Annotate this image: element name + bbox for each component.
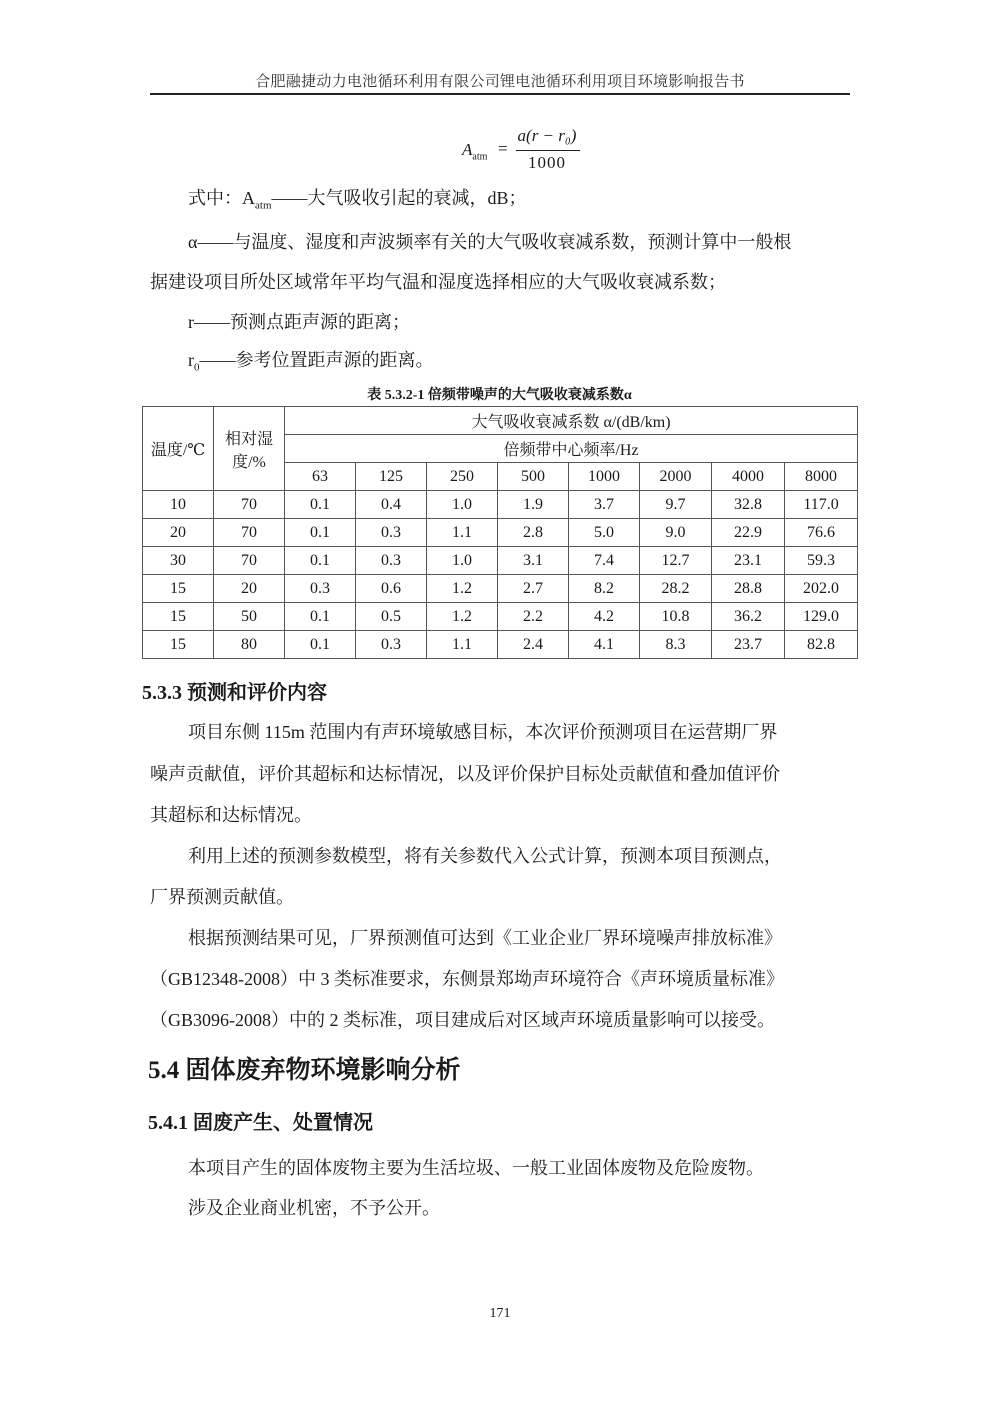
- cell-coefficient: 0.5: [356, 603, 427, 631]
- table-row: [143, 631, 858, 659]
- cell-coefficient: 1.0: [427, 547, 498, 575]
- cell-coefficient: 0.3: [285, 575, 356, 603]
- frequency-header: 63: [285, 463, 356, 491]
- cell-coefficient: 3.1: [498, 547, 569, 575]
- cell-coefficient: 9.0: [640, 519, 712, 547]
- cell-coefficient: 1.2: [427, 603, 498, 631]
- cell-coefficient: 0.1: [285, 519, 356, 547]
- cell-coefficient: 0.1: [285, 491, 356, 519]
- cell-coefficient: 1.1: [427, 519, 498, 547]
- table-row: [143, 603, 858, 631]
- cell-coefficient: 23.1: [712, 547, 785, 575]
- cell-temperature: 15: [143, 575, 214, 603]
- cell-temperature: 20: [143, 519, 214, 547]
- paragraph-line: 其超标和达标情况。: [150, 805, 312, 825]
- fraction-bar: [516, 150, 580, 151]
- definition-alpha-cont: 据建设项目所处区域常年平均气温和湿度选择相应的大气吸收衰减系数；: [150, 272, 726, 292]
- cell-coefficient: 4.1: [569, 631, 640, 659]
- cell-humidity: 70: [214, 491, 285, 519]
- cell-coefficient: 0.1: [285, 547, 356, 575]
- cell-coefficient: 36.2: [712, 603, 785, 631]
- frequency-header: 500: [498, 463, 569, 491]
- frequency-header: 8000: [785, 463, 858, 491]
- formula-numerator: a(r − r₀): [517, 126, 577, 145]
- cell-coefficient: 2.2: [498, 603, 569, 631]
- section-heading-5-3-3: 5.3.3 预测和评价内容: [142, 682, 327, 704]
- cell-coefficient: 5.0: [569, 519, 640, 547]
- frequency-header: 4000: [712, 463, 785, 491]
- formula-equals: =: [498, 139, 508, 158]
- cell-coefficient: 76.6: [785, 519, 858, 547]
- page-number: 171: [489, 1306, 511, 1321]
- cell-temperature: 15: [143, 603, 214, 631]
- cell-coefficient: 2.4: [498, 631, 569, 659]
- header-humidity: 相对湿 度/%: [214, 407, 285, 491]
- definition-alpha: α——与温度、湿度和声波频率有关的大气吸收衰减系数，预测计算中一般根: [188, 232, 792, 252]
- cell-coefficient: 23.7: [712, 631, 785, 659]
- paragraph-line: 根据预测结果可见，厂界预测值可达到《工业企业厂界环境噪声排放标准》: [188, 928, 782, 948]
- paragraph-line: 噪声贡献值，评价其超标和达标情况，以及评价保护目标处贡献值和叠加值评价: [150, 764, 780, 784]
- cell-coefficient: 1.0: [427, 491, 498, 519]
- running-header: 合肥融捷动力电池循环利用有限公司锂电池循环利用项目环境影响报告书: [255, 74, 745, 90]
- definition-r: r——预测点距声源的距离；: [188, 312, 410, 332]
- paragraph-line: 涉及企业商业机密，不予公开。: [188, 1198, 440, 1218]
- cell-coefficient: 22.9: [712, 519, 785, 547]
- section-heading-5-4-1: 5.4.1 固废产生、处置情况: [148, 1112, 373, 1134]
- cell-coefficient: 32.8: [712, 491, 785, 519]
- cell-coefficient: 3.7: [569, 491, 640, 519]
- frequency-header: 125: [356, 463, 427, 491]
- cell-temperature: 10: [143, 491, 214, 519]
- cell-coefficient: 28.8: [712, 575, 785, 603]
- cell-humidity: 70: [214, 547, 285, 575]
- table-row: [143, 575, 858, 603]
- definition-aatm: 式中：$A_{atm}——$大气吸收引起的衰减，dB；: [188, 188, 527, 212]
- cell-coefficient: 12.7: [640, 547, 712, 575]
- cell-coefficient: 28.2: [640, 575, 712, 603]
- cell-coefficient: 0.3: [356, 631, 427, 659]
- paragraph-line: 利用上述的预测参数模型，将有关参数代入公式计算，预测本项目预测点，: [188, 846, 782, 866]
- header-temperature: 温度/℃: [143, 407, 214, 491]
- formula-lhs: $A_{atm}$: [462, 140, 488, 163]
- header-group: 大气吸收衰减系数 α/(dB/km): [285, 407, 858, 435]
- cell-coefficient: 2.8: [498, 519, 569, 547]
- table-row: [143, 519, 858, 547]
- cell-coefficient: 8.3: [640, 631, 712, 659]
- cell-coefficient: 82.8: [785, 631, 858, 659]
- cell-humidity: 70: [214, 519, 285, 547]
- cell-coefficient: 1.2: [427, 575, 498, 603]
- cell-coefficient: 129.0: [785, 603, 858, 631]
- cell-temperature: 30: [143, 547, 214, 575]
- table-row: [143, 491, 858, 519]
- header-rule: [150, 93, 850, 95]
- cell-coefficient: 0.3: [356, 547, 427, 575]
- attenuation-table: [142, 406, 858, 659]
- paragraph-line: 项目东侧 115m 范围内有声环境敏感目标，本次评价预测项目在运营期厂界: [188, 722, 778, 742]
- cell-humidity: 80: [214, 631, 285, 659]
- attenuation-formula: [440, 126, 600, 176]
- table-row: [143, 547, 858, 575]
- section-heading-5-4: 5.4 固体废弃物环境影响分析: [148, 1057, 461, 1084]
- frequency-header: 1000: [569, 463, 640, 491]
- cell-coefficient: 0.1: [285, 631, 356, 659]
- header-subgroup: 倍频带中心频率/Hz: [285, 435, 858, 463]
- cell-coefficient: 2.7: [498, 575, 569, 603]
- cell-coefficient: 202.0: [785, 575, 858, 603]
- cell-coefficient: 9.7: [640, 491, 712, 519]
- cell-coefficient: 59.3: [785, 547, 858, 575]
- frequency-header: 250: [427, 463, 498, 491]
- cell-coefficient: 10.8: [640, 603, 712, 631]
- cell-coefficient: 0.1: [285, 603, 356, 631]
- cell-coefficient: 4.2: [569, 603, 640, 631]
- cell-coefficient: 117.0: [785, 491, 858, 519]
- cell-humidity: 50: [214, 603, 285, 631]
- cell-temperature: 15: [143, 631, 214, 659]
- cell-coefficient: 1.1: [427, 631, 498, 659]
- paragraph-line: （GB12348-2008）中 3 类标准要求，东侧景郑坳声环境符合《声环境质量标准》: [150, 969, 784, 989]
- cell-coefficient: 0.3: [356, 519, 427, 547]
- table-caption: 表 5.3.2-1 倍频带噪声的大气吸收衰减系数α: [367, 388, 632, 403]
- paragraph-line: 本项目产生的固体废物主要为生活垃圾、一般工业固体废物及危险废物。: [188, 1158, 764, 1178]
- paragraph-line: （GB3096-2008）中的 2 类标准，项目建成后对区域声环境质量影响可以接受。: [150, 1010, 775, 1030]
- frequency-header: 2000: [640, 463, 712, 491]
- paragraph-line: 厂界预测贡献值。: [150, 887, 294, 907]
- cell-coefficient: 0.4: [356, 491, 427, 519]
- cell-coefficient: 1.9: [498, 491, 569, 519]
- cell-coefficient: 8.2: [569, 575, 640, 603]
- formula-denominator: 1000: [528, 153, 566, 172]
- cell-coefficient: 0.6: [356, 575, 427, 603]
- cell-coefficient: 7.4: [569, 547, 640, 575]
- cell-humidity: 20: [214, 575, 285, 603]
- definition-r0: $r_0——$参考位置距声源的距离。: [188, 350, 434, 374]
